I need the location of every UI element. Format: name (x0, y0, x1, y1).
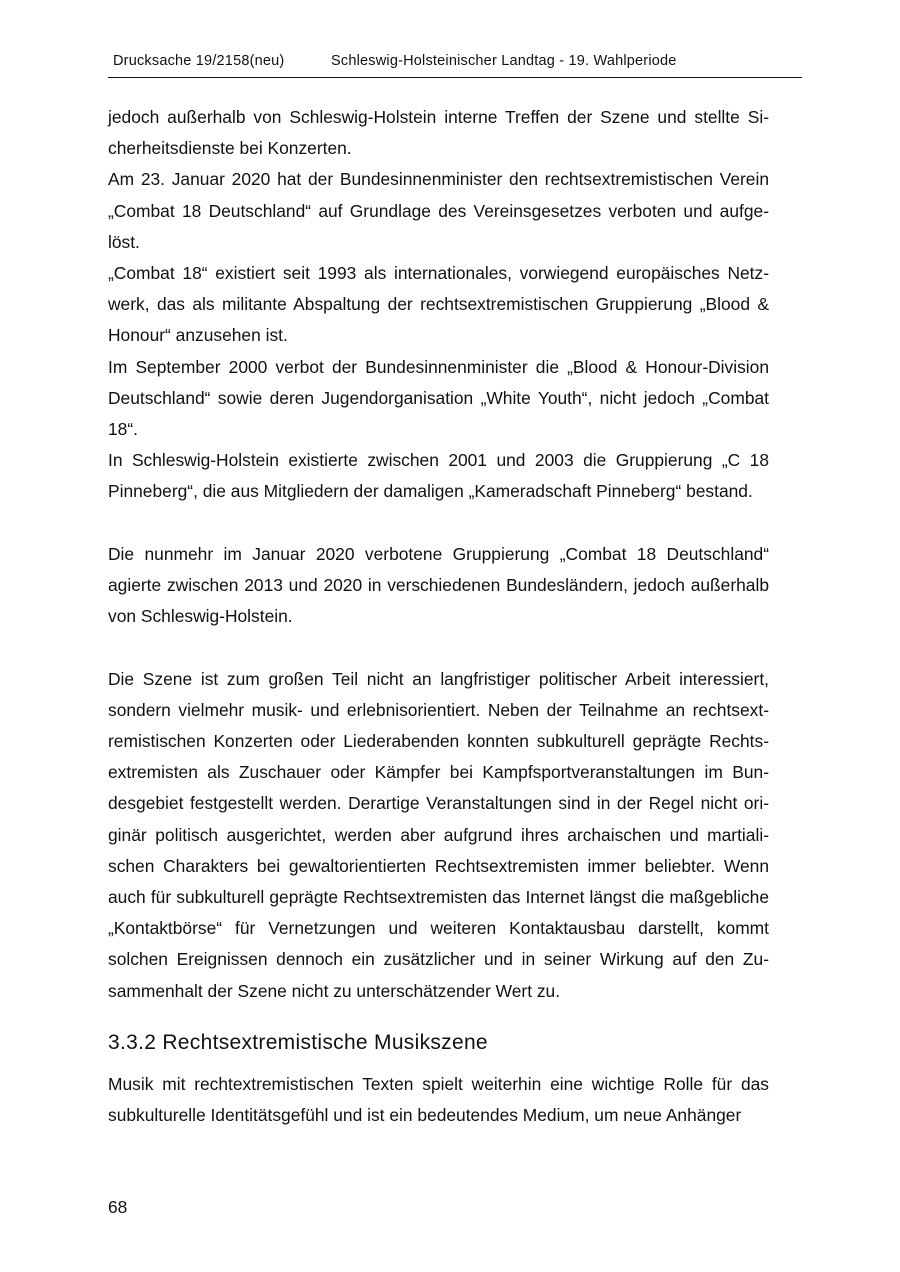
paragraph: Musik mit rechtextremistischen Texten spielt weiterhin eine wichtige Rolle für das subkulturelle Identitätsgefühl und ist ein bedeutendes Medium, um neue Anhänger (108, 1073, 769, 1126)
paragraph: Die nunmehr im Januar 2020 verbotene Gruppierung „Combat 18 Deutschland“ agierte zwischen 2013 und 2020 in verschiedenen Bundesländern, jedoch außerhalb von Schleswig-Holstein. (108, 543, 769, 627)
paragraph: Am 23. Januar 2020 hat der Bundesinnenminister den rechtsextremistischen Verein „Combat 18 Deutschland“ auf Grundlage des Vereinsgesetzes verboten und aufgelöst. (108, 169, 769, 252)
page-header (108, 50, 802, 78)
parliament-title: Schleswig-Holsteinischer Landtag - 19. Wahlperiode (331, 53, 677, 69)
paragraph: Die Szene ist zum großen Teil nicht an langfristiger politischer Arbeit interessiert, sondern vielmehr musik- und erlebnisorientiert. Neben der Teilnahme an rechtsextremistischen Konzerten oder Liederabenden konnten subkulturell geprägte Rechtsextremisten als Zuschauer oder Kämpfer bei Kampfsportveranstaltungen im Bundesgebiet festgestellt werden. Derartige Veranstaltungen sind in der Regel nicht originär politisch ausgerichtet, werden aber aufgrund ihres archaischen und martialischen Charakters bei gewaltorientierten Rechtsextremisten immer beliebter. Wenn auch für subkulturell geprägte Rechtsextremisten das Internet längst die maßgebliche „Kontaktbörse“ für Vernetzungen und weiteren Kontaktausbau darstellt, kommt solchen Ereignissen dennoch ein zusätzlicher und in seiner Wirkung auf den Zusammenhalt der Szene nicht zu unterschätzender Wert zu. (108, 668, 769, 1001)
section-heading: 3.3.2 Rechtsextremistische Musikszene (108, 1030, 488, 1054)
paragraph-spacer (108, 632, 769, 663)
paragraph: jedoch außerhalb von Schleswig-Holstein interne Treffen der Szene und stellte Sicherheitsdienste bei Konzerten. (108, 107, 769, 159)
page-number: 68 (108, 1197, 128, 1217)
main-content (108, 102, 769, 1131)
document-number: Drucksache 19/2158(neu) (113, 53, 285, 69)
paragraph: In Schleswig-Holstein existierte zwischen 2001 und 2003 die Gruppierung „C 18 Pinneberg“, die aus Mitgliedern der damaligen „Kameradschaft Pinneberg“ bestand. (108, 450, 769, 502)
paragraph: „Combat 18“ existiert seit 1993 als internationales, vorwiegend europäisches Netzwerk, das als militante Abspaltung der rechtsextremistischen Gruppierung „Blood & Honour“ anzusehen ist. (108, 263, 769, 346)
paragraph-spacer (108, 508, 769, 539)
paragraph: Im September 2000 verbot der Bundesinnenminister die „Blood & Honour-Division Deutschland“ sowie deren Jugendorganisation „White Youth“, nicht jedoch „Combat 18“. (108, 356, 769, 440)
